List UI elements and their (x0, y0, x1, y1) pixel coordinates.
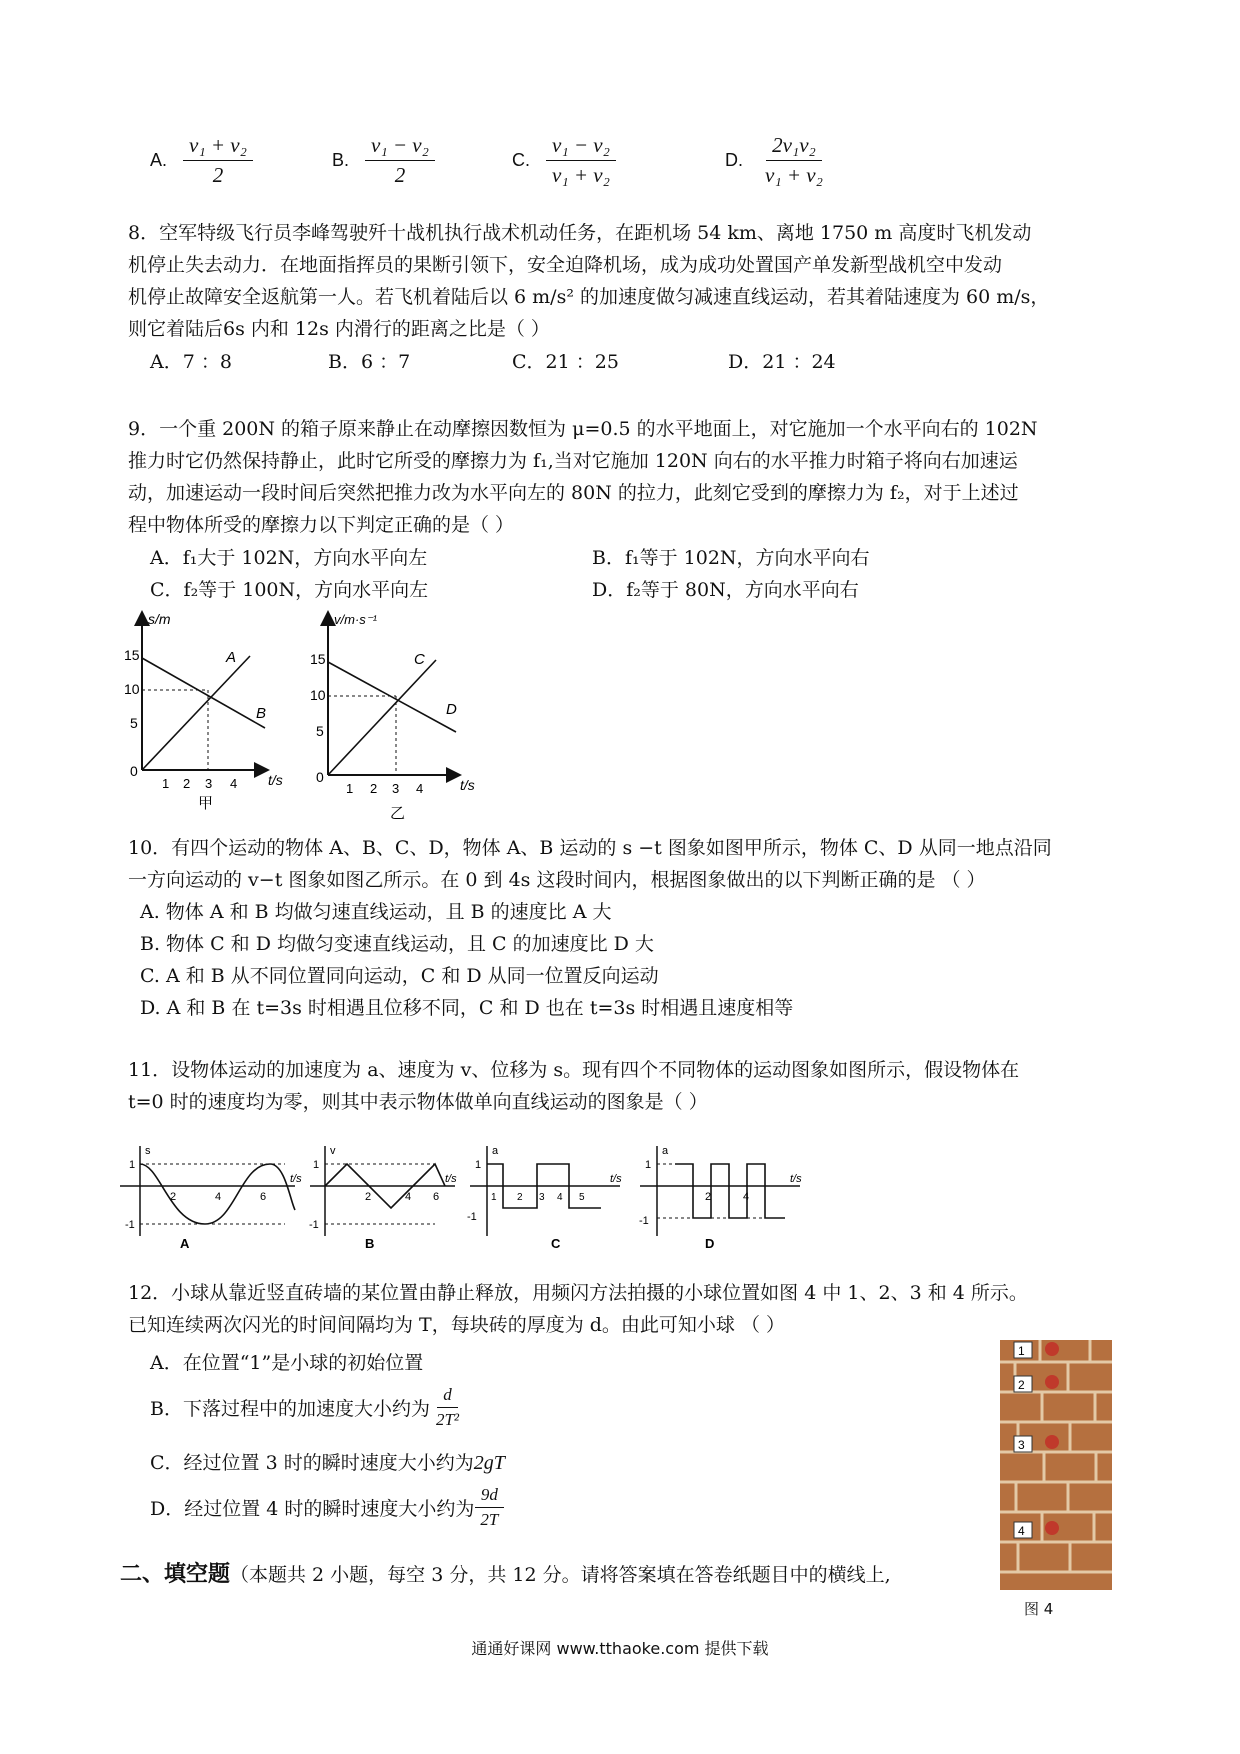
caption-d: D (705, 1236, 715, 1250)
fraction-denominator: 2 (394, 163, 406, 187)
line-a (142, 656, 250, 770)
caption-jia: 甲 (198, 795, 214, 812)
ball-icon (1045, 1342, 1059, 1356)
y-tick-1: 1 (129, 1159, 136, 1171)
ball-icon (1045, 1375, 1059, 1389)
q8-option-c: C．21 ：25 (512, 351, 619, 373)
y-axis-label: a (662, 1145, 669, 1157)
q12-line-1: 12．小球从靠近竖直砖墙的某位置由静止释放，用频闪方法拍摄的小球位置如图 4 中 1、2、3 和 4 所示。 (128, 1282, 1028, 1304)
brick-wall-figure (1000, 1340, 1112, 1590)
position-label-3: 3 (1018, 1438, 1025, 1452)
y-tick-1: 1 (645, 1159, 652, 1171)
q9-option-a: A．f₁大于 102N，方向水平向左 (150, 547, 428, 569)
q9-line-3: 动，加速运动一段时间后突然把推力改为水平向左的 80N 的拉力，此刻它受到的摩擦力为 f₂，对于上述过 (128, 482, 1019, 504)
x-tick-3: 3 (205, 776, 213, 791)
option-text: C．经过位置 3 时的瞬时速度大小约为 (150, 1452, 474, 1474)
q12-option-d (150, 1485, 504, 1530)
y-tick-15: 15 (124, 647, 140, 663)
y-tick-1: 1 (313, 1159, 320, 1171)
fraction-denominator: 2T (480, 1510, 499, 1529)
q9-option-c: C．f₂等于 100N，方向水平向左 (150, 579, 429, 601)
x-axis-label: t/s (790, 1173, 802, 1185)
fraction-numerator: 9d (475, 1485, 504, 1508)
section-2-heading (120, 1557, 891, 1588)
q9-option-b: B．f₁等于 102N，方向水平向右 (592, 547, 870, 569)
x-tick: 6 (433, 1191, 440, 1203)
y-axis-label: a (492, 1145, 499, 1157)
graph-jia (124, 611, 283, 812)
fraction-numerator: v₁ − v₂ (365, 133, 435, 161)
section-instruction: （本题共 2 小题，每空 3 分，共 12 分。请将答案填在答卷纸题目中的横线上, (230, 1564, 891, 1586)
x-tick-3: 3 (392, 781, 400, 796)
label-b: B (256, 705, 267, 722)
x-tick: 4 (557, 1192, 563, 1203)
x-tick: 4 (405, 1191, 412, 1203)
position-label-1: 1 (1018, 1344, 1025, 1358)
page-footer: 通通好课网 www.tthaoke.com 提供下载 (471, 1639, 769, 1658)
fraction-denominator: v₁ + v₂ (765, 163, 823, 187)
q8-line-3: 机停止故障安全返航第一人。若飞机着陆后以 6 m/s² 的加速度做匀减速直线运动，若其着陆速度为 60 m/s， (128, 286, 1050, 308)
x-tick: 1 (491, 1192, 497, 1203)
x-tick: 3 (539, 1192, 545, 1203)
option-expression: 2gT (473, 1452, 505, 1474)
x-tick: 6 (260, 1191, 267, 1203)
q7-option-a (150, 133, 253, 188)
caption-b: B (365, 1236, 375, 1250)
x-axis-label: t/s (268, 772, 283, 788)
fraction-numerator: d (437, 1385, 458, 1408)
q10-option-b: B. 物体 C 和 D 均做匀变速直线运动，且 C 的加速度比 D 大 (140, 933, 654, 955)
y-tick-minus1: -1 (467, 1211, 477, 1223)
q7-option-c (512, 133, 616, 188)
x-tick: 4 (743, 1191, 750, 1203)
q9-option-d: D．f₂等于 80N，方向水平向右 (592, 579, 859, 601)
x-tick-1: 1 (162, 776, 170, 791)
y-axis-label: s/m (148, 611, 171, 627)
q7-option-d (725, 133, 829, 188)
y-axis-label: v (330, 1145, 336, 1157)
q11-graphs (115, 1140, 905, 1250)
x-axis-label: t/s (445, 1173, 457, 1185)
x-tick: 2 (705, 1191, 712, 1203)
y-axis-label: v/m·s⁻¹ (334, 612, 377, 627)
q10-graphs (110, 610, 490, 825)
graph-a (120, 1145, 302, 1250)
x-axis-label: t/s (290, 1173, 302, 1185)
caption-yi: 乙 (390, 805, 406, 822)
q11-line-1: 11．设物体运动的加速度为 a、速度为 v、位移为 s。现有四个不同物体的运动图象如图所示，假设物体在 (128, 1059, 1020, 1081)
q10-option-d: D. A 和 B 在 t=3s 时相遇且位移不同，C 和 D 也在 t=3s 时相遇且速度相等 (140, 997, 794, 1019)
y-tick-1: 1 (475, 1159, 482, 1171)
y-tick-0: 0 (316, 769, 324, 785)
x-tick-2: 2 (183, 776, 191, 791)
graph-c (467, 1145, 622, 1250)
option-text: D．经过位置 4 时的瞬时速度大小约为 (150, 1498, 475, 1520)
q8-line-4: 则它着陆后6s 内和 12s 内滑行的距离之比是（ ） (128, 318, 550, 340)
option-label: A. (150, 150, 168, 170)
q8-option-a: A．7 ：8 (150, 351, 232, 373)
q12-option-b (150, 1385, 465, 1430)
option-label: B. (332, 150, 350, 170)
fraction-denominator: v₁ + v₂ (552, 163, 610, 187)
x-tick: 2 (170, 1191, 177, 1203)
option-label: C. (512, 150, 530, 170)
graph-yi (310, 612, 475, 822)
fraction-numerator: v₁ + v₂ (183, 133, 253, 161)
y-tick-5: 5 (316, 723, 324, 739)
q12-option-c (150, 1448, 505, 1475)
x-tick: 2 (365, 1191, 372, 1203)
section-title: 二、填空题 (120, 1561, 231, 1587)
y-tick-minus1: -1 (639, 1215, 649, 1227)
figure-caption: 图 4 (1024, 1600, 1054, 1618)
y-tick-10: 10 (310, 687, 326, 703)
fraction-numerator: 2v₁v₂ (766, 133, 822, 161)
x-tick-2: 2 (370, 781, 378, 796)
fraction-denominator: 2T² (435, 1410, 460, 1429)
option-label: D. (725, 150, 743, 170)
position-label-2: 2 (1018, 1378, 1025, 1392)
q11-line-2: t=0 时的速度均为零，则其中表示物体做单向直线运动的图象是（ ） (128, 1091, 708, 1113)
q7-option-b (332, 133, 435, 188)
q9-line-2: 推力时它仍然保持静止，此时它所受的摩擦力为 f₁,当对它施加 120N 向右的水平推力时箱子将向右加速运 (128, 450, 1018, 472)
ball-icon (1045, 1521, 1059, 1535)
label-d: D (446, 701, 457, 718)
position-label-4: 4 (1018, 1524, 1025, 1538)
y-tick-minus1: -1 (125, 1219, 135, 1231)
q12-line-2: 已知连续两次闪光的时间间隔均为 T，每块砖的厚度为 d。由此可知小球 （ ） (128, 1314, 785, 1336)
y-tick-minus1: -1 (309, 1219, 319, 1231)
line-c (328, 660, 436, 775)
caption-c: C (551, 1236, 561, 1250)
q9-line-4: 程中物体所受的摩擦力以下判定正确的是（ ） (128, 514, 515, 536)
y-tick-5: 5 (130, 715, 138, 731)
fraction-denominator: 2 (212, 163, 224, 187)
x-axis-label: t/s (610, 1173, 622, 1185)
graph-d (639, 1145, 802, 1250)
q10-option-c: C. A 和 B 从不同位置同向运动，C 和 D 从同一位置反向运动 (140, 965, 659, 987)
q9-line-1: 9．一个重 200N 的箱子原来静止在动摩擦因数恒为 μ=0.5 的水平地面上，对它施加一个水平向右的 102N (128, 418, 1038, 440)
label-c: C (414, 651, 425, 668)
option-text: B．下落过程中的加速度大小约为 (150, 1398, 430, 1420)
q8-option-d: D．21 ：24 (728, 351, 836, 373)
x-tick: 5 (579, 1192, 585, 1203)
q8-option-b: B．6 ：7 (328, 351, 411, 373)
x-tick-4: 4 (230, 776, 238, 791)
q10-line-1: 10．有四个运动的物体 A、B、C、D，物体 A、B 运动的 s −t 图象如图甲所示，物体 C、D 从同一地点沿同 (128, 837, 1052, 859)
y-tick-0: 0 (130, 763, 138, 779)
q8-line-2: 机停止失去动力．在地面指挥员的果断引领下，安全迫降机场，成为成功处置国产单发新型战机空中发动 (128, 254, 1003, 276)
y-tick-10: 10 (124, 681, 140, 697)
x-tick-4: 4 (416, 781, 424, 796)
fraction-numerator: v₁ − v₂ (546, 133, 616, 161)
x-tick: 4 (215, 1191, 222, 1203)
x-tick-1: 1 (346, 781, 354, 796)
graph-b (309, 1145, 457, 1250)
q10-option-a: A. 物体 A 和 B 均做匀速直线运动，且 B 的速度比 A 大 (140, 901, 612, 923)
label-a: A (226, 649, 237, 666)
x-axis-label: t/s (460, 777, 475, 793)
q10-line-2: 一方向运动的 v−t 图象如图乙所示。在 0 到 4s 这段时间内，根据图象做出的以下判断正确的是 （ ） (128, 869, 986, 891)
line-d (328, 662, 456, 732)
caption-a: A (180, 1236, 190, 1250)
ball-icon (1045, 1435, 1059, 1449)
y-axis-label: s (145, 1145, 151, 1157)
q8-line-1: 8．空军特级飞行员李峰驾驶歼十战机执行战术机动任务，在距机场 54 km、离地 1750 m 高度时飞机发动 (128, 222, 1032, 244)
y-tick-15: 15 (310, 651, 326, 667)
q12-option-a: A．在位置“1”是小球的初始位置 (150, 1352, 424, 1374)
line-b (142, 658, 265, 728)
x-tick: 2 (517, 1192, 523, 1203)
